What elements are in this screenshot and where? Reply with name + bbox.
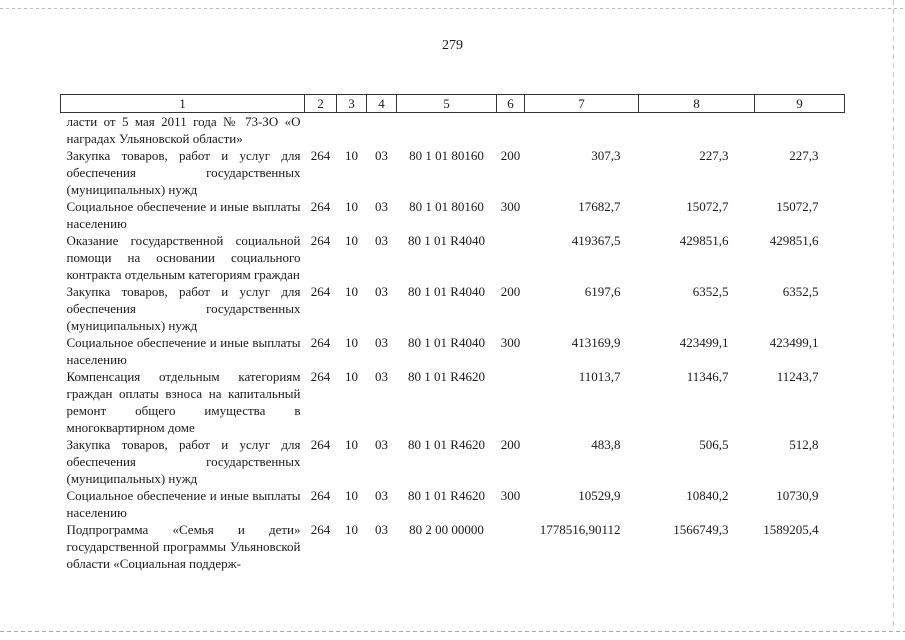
column-header: 3: [337, 95, 367, 113]
column-header: 8: [639, 95, 755, 113]
row-ministry-code: 264: [310, 488, 331, 503]
row-ministry-code: [305, 113, 337, 148]
row-amount-7: 307,3: [591, 148, 621, 163]
row-name: Подпрограмма «Семья и дети» государственной программы Ульяновской области «Социальная поддерж-: [66, 522, 301, 571]
row-section: 10: [345, 148, 358, 163]
table-row: [61, 436, 845, 487]
row-name: Социальное обеспечение и иные выплаты населению: [66, 488, 301, 520]
scan-edge-top: [0, 8, 905, 9]
row-amount-9: 512,8: [789, 437, 819, 452]
row-amount-9: 1589205,4: [763, 522, 819, 537]
row-amount-7: 483,8: [591, 437, 621, 452]
table-row: [61, 368, 845, 436]
table-row: [61, 113, 845, 148]
row-expense-type: [497, 113, 525, 148]
row-ministry-code: 264: [310, 233, 331, 248]
row-expense-type: [497, 521, 525, 572]
row-target-article: 80 1 01 80160: [409, 199, 484, 214]
row-amount-9: 11243,7: [776, 369, 819, 384]
scan-edge-bottom: [0, 631, 905, 632]
row-name: Социальное обеспечение и иные выплаты населению: [66, 335, 301, 367]
row-amount-9: 423499,1: [769, 335, 819, 350]
row-ministry-code: 264: [310, 369, 331, 384]
row-name: Закупка товаров, работ и услуг для обеспечения государственных (муниципальных) нужд: [66, 148, 301, 197]
row-expense-type: 200: [500, 148, 521, 163]
row-ministry-code: 264: [310, 284, 331, 299]
row-expense-type: 300: [500, 488, 521, 503]
row-subsection: [367, 113, 397, 148]
row-section: [337, 113, 367, 148]
row-amount-7: [525, 113, 639, 148]
row-amount-8: 6352,5: [692, 284, 729, 299]
row-section: 10: [345, 335, 358, 350]
column-header: 9: [755, 95, 845, 113]
row-subsection: 03: [375, 148, 388, 163]
row-amount-8: 1566749,3: [673, 522, 729, 537]
row-name: ласти от 5 мая 2011 года № 73-ЗО «О наградах Ульяновской области»: [66, 114, 301, 146]
row-expense-type: 300: [500, 335, 521, 350]
row-amount-7: 413169,9: [571, 335, 621, 350]
row-subsection: 03: [375, 369, 388, 384]
row-amount-8: 10840,2: [686, 488, 729, 503]
row-target-article: 80 1 01 R4620: [408, 369, 485, 384]
row-expense-type: 200: [500, 437, 521, 452]
row-name: Закупка товаров, работ и услуг для обеспечения государственных (муниципальных) нужд: [66, 284, 301, 333]
row-expense-type: 200: [500, 284, 521, 299]
row-expense-type: [497, 232, 525, 283]
row-amount-9: 227,3: [789, 148, 819, 163]
row-name: Социальное обеспечение и иные выплаты населению: [66, 199, 301, 231]
column-header: 7: [525, 95, 639, 113]
row-amount-8: 15072,7: [686, 199, 729, 214]
row-name: Компенсация отдельным категориям граждан оплаты взноса на капитальный ремонт общего имущества в многоквартирном доме: [66, 369, 301, 435]
column-header: 1: [61, 95, 305, 113]
row-name: Закупка товаров, работ и услуг для обеспечения государственных (муниципальных) нужд: [66, 437, 301, 486]
row-section: 10: [345, 284, 358, 299]
column-header: 2: [305, 95, 337, 113]
row-subsection: 03: [375, 284, 388, 299]
page-number: 279: [442, 38, 463, 53]
table-row: [61, 147, 845, 198]
row-section: 10: [345, 488, 358, 503]
row-subsection: 03: [375, 199, 388, 214]
row-target-article: 80 1 01 R4040: [408, 284, 485, 299]
row-amount-8: [639, 113, 755, 148]
row-ministry-code: 264: [310, 148, 331, 163]
row-amount-7: 1778516,90112: [539, 522, 621, 537]
row-amount-8: 506,5: [699, 437, 729, 452]
row-amount-9: 10730,9: [776, 488, 819, 503]
row-target-article: 80 1 01 R4620: [408, 437, 485, 452]
row-section: 10: [345, 437, 358, 452]
row-section: 10: [345, 369, 358, 384]
row-amount-8: 423499,1: [679, 335, 729, 350]
row-ministry-code: 264: [310, 522, 331, 537]
row-ministry-code: 264: [310, 335, 331, 350]
row-target-article: 80 1 01 R4620: [408, 488, 485, 503]
row-section: 10: [345, 233, 358, 248]
row-amount-7: 419367,5: [571, 233, 621, 248]
row-target-article: 80 1 01 R4040: [408, 335, 485, 350]
table-row: [61, 232, 845, 283]
row-amount-8: 11346,7: [686, 369, 729, 384]
table-row: [61, 198, 845, 232]
row-amount-8: 227,3: [699, 148, 729, 163]
column-header: 4: [367, 95, 397, 113]
table-row: [61, 334, 845, 368]
row-amount-7: 11013,7: [578, 369, 621, 384]
scan-edge-right: [893, 0, 894, 630]
table-header-row: [61, 95, 845, 113]
row-ministry-code: 264: [310, 199, 331, 214]
row-amount-9: 6352,5: [782, 284, 819, 299]
row-subsection: 03: [375, 522, 388, 537]
column-header: 5: [397, 95, 497, 113]
column-header: 6: [497, 95, 525, 113]
row-target-article: 80 1 01 80160: [409, 148, 484, 163]
row-target-article: [397, 113, 497, 148]
row-subsection: 03: [375, 335, 388, 350]
table-row: [61, 521, 845, 572]
row-section: 10: [345, 199, 358, 214]
row-amount-7: 17682,7: [578, 199, 621, 214]
row-expense-type: 300: [500, 199, 521, 214]
row-target-article: 80 1 01 R4040: [408, 233, 485, 248]
table-row: [61, 283, 845, 334]
row-subsection: 03: [375, 233, 388, 248]
row-subsection: 03: [375, 437, 388, 452]
row-amount-9: 429851,6: [769, 233, 819, 248]
row-subsection: 03: [375, 488, 388, 503]
row-name: Оказание государственной социальной помощи на основании социального контракта отдельным категориям граждан: [66, 233, 301, 282]
row-expense-type: [497, 368, 525, 436]
row-amount-7: 10529,9: [578, 488, 621, 503]
row-amount-7: 6197,6: [584, 284, 621, 299]
row-amount-9: [755, 113, 845, 148]
row-ministry-code: 264: [310, 437, 331, 452]
row-section: 10: [345, 522, 358, 537]
row-amount-9: 15072,7: [776, 199, 819, 214]
row-target-article: 80 2 00 00000: [409, 522, 484, 537]
table-row: [61, 487, 845, 521]
budget-table: [60, 94, 845, 572]
row-amount-8: 429851,6: [679, 233, 729, 248]
